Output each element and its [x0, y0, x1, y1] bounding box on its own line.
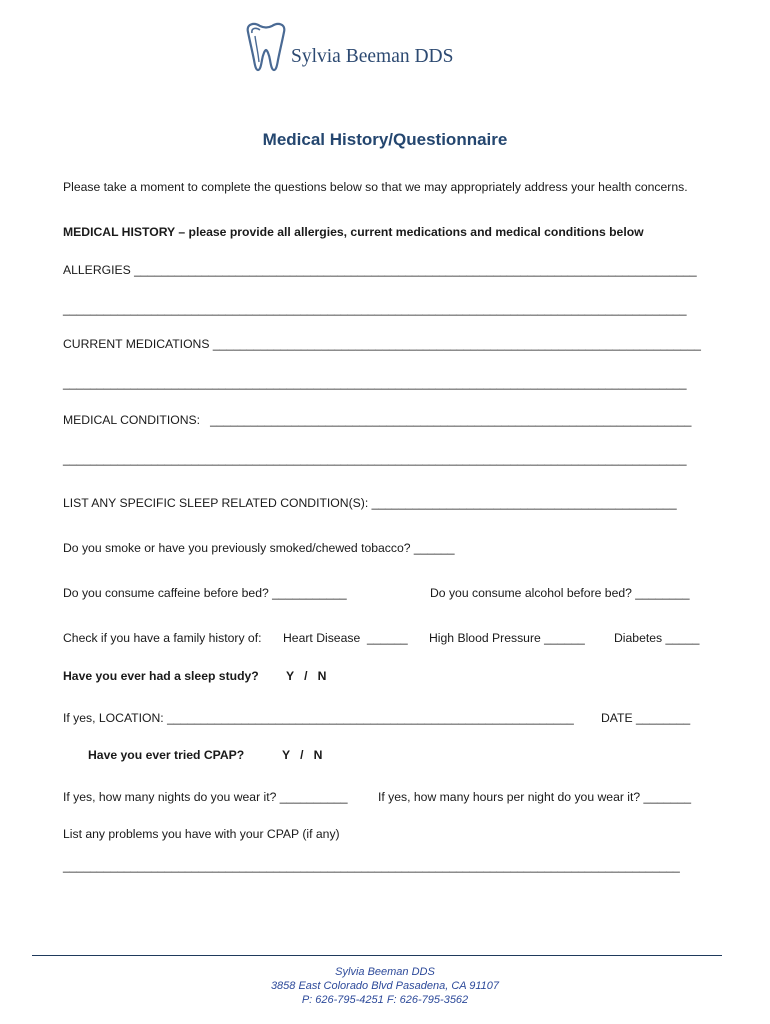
footer-phone-fax: P: 626-795-4251 F: 626-795-3562 — [301, 994, 469, 1006]
footer-divider — [32, 955, 722, 956]
form-title: Medical History/Questionnaire — [262, 130, 508, 149]
high-blood-pressure-field[interactable]: High Blood Pressure ______ — [429, 631, 585, 645]
practice-name: Sylvia Beeman DDS — [291, 46, 454, 67]
section-heading: MEDICAL HISTORY – please provide all allergies, current medications and medical conditions below — [63, 225, 644, 239]
intro-text: Please take a moment to complete the questions below so that we may appropriately address your health concerns. — [63, 180, 688, 194]
sleep-conditions-field[interactable]: LIST ANY SPECIFIC SLEEP RELATED CONDITION(S): _____________________________________________ — [63, 496, 677, 510]
cpap-yes-no[interactable]: Y / N — [282, 748, 323, 762]
cpap-problems-field[interactable]: ___________________________________________________________________________________________ — [63, 859, 680, 873]
location-field[interactable]: If yes, LOCATION: ____________________________________________________________ — [63, 711, 574, 725]
smoke-question[interactable]: Do you smoke or have you previously smoked/chewed tobacco? ______ — [63, 541, 455, 555]
sleep-study-question: Have you ever had a sleep study? — [63, 669, 259, 683]
medications-field[interactable]: CURRENT MEDICATIONS ________________________________________________________________________ — [63, 337, 701, 351]
caffeine-question[interactable]: Do you consume caffeine before bed? ___________ — [63, 586, 347, 600]
conditions-field-continued[interactable]: ____________________________________________________________________________________________ — [63, 452, 687, 466]
footer-name: Sylvia Beeman DDS — [335, 966, 435, 978]
cpap-question: Have you ever tried CPAP? — [88, 748, 245, 762]
diabetes-field[interactable]: Diabetes _____ — [614, 631, 700, 645]
heart-disease-field[interactable]: Heart Disease ______ — [283, 631, 408, 645]
footer-address: 3858 East Colorado Blvd Pasadena, CA 91107 — [270, 980, 500, 992]
sleep-study-yes-no[interactable]: Y / N — [286, 669, 327, 683]
hours-field[interactable]: If yes, how many hours per night do you wear it? _______ — [378, 790, 692, 804]
cpap-problems-label: List any problems you have with your CPAP (if any) — [63, 827, 340, 841]
medications-field-continued[interactable]: ____________________________________________________________________________________________ — [63, 376, 687, 390]
allergies-field[interactable]: ALLERGIES ___________________________________________________________________________________ — [63, 263, 697, 277]
date-field[interactable]: DATE ________ — [601, 711, 691, 725]
conditions-field[interactable]: MEDICAL CONDITIONS: _______________________________________________________________________ — [63, 413, 692, 427]
nights-field[interactable]: If yes, how many nights do you wear it? __________ — [63, 790, 348, 804]
alcohol-question[interactable]: Do you consume alcohol before bed? ________ — [430, 586, 690, 600]
family-history-label: Check if you have a family history of: — [63, 631, 262, 645]
allergies-field-continued[interactable]: ____________________________________________________________________________________________ — [63, 302, 687, 316]
